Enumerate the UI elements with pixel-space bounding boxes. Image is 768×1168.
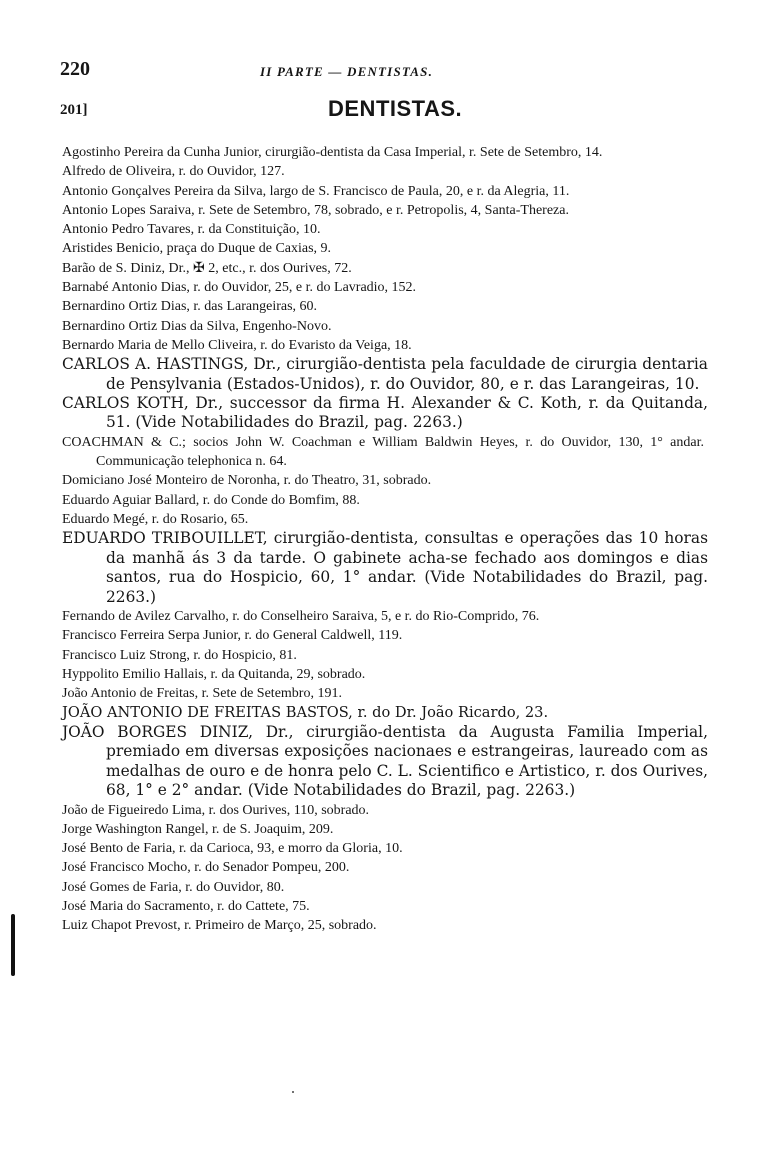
list-item-featured: JOÃO BORGES DINIZ, Dr., cirurgião-dentista da Augusta Familia Imperial, premiado em diversas exposições nacionaes e estrangeiras, laureado com as medalhas de ouro e de honra pelo C. L. Scientifico e Artistico, r. dos Ourives, 68, 1° e 2° andar. (Vide Notabilidades do Brazil, pag. 2263.) — [62, 722, 708, 800]
list-item: Francisco Luiz Strong, r. do Hospicio, 81. — [62, 647, 297, 663]
list-item: José Gomes de Faria, r. do Ouvidor, 80. — [62, 879, 285, 895]
list-item: Eduardo Aguiar Ballard, r. do Conde do Bomfim, 88. — [62, 492, 360, 508]
running-title: II PARTE — DENTISTAS. — [260, 64, 434, 79]
list-item: Antonio Pedro Tavares, r. da Constituição, 10. — [62, 222, 321, 238]
list-item: José Bento de Faria, r. da Carioca, 93, e morro da Gloria, 10. — [62, 841, 403, 857]
list-item: Francisco Ferreira Serpa Junior, r. do General Caldwell, 119. — [62, 628, 403, 644]
list-item: Luiz Chapot Prevost, r. Primeiro de Março, 25, sobrado. — [62, 918, 377, 934]
list-item: Antonio Lopes Saraiva, r. Sete de Setembro, 78, sobrado, e r. Petropolis, 4, Santa-Thereza. — [62, 202, 569, 218]
list-item: Antonio Gonçalves Pereira da Silva, largo de S. Francisco de Paula, 20, e r. da Alegria, 11. — [62, 183, 570, 199]
list-item: Barnabé Antonio Dias, r. do Ouvidor, 25, e r. do Lavradio, 152. — [62, 280, 417, 296]
list-item: José Maria do Sacramento, r. do Cattete, 75. — [62, 899, 310, 914]
list-item: Eduardo Megé, r. do Rosario, 65. — [62, 512, 249, 528]
list-item-featured: CARLOS A. HASTINGS, Dr., cirurgião-dentista pela faculdade de cirurgia dentaria de Pensylvania (Estados-Unidos), r. do Ouvidor, 80, e r. das Larangeiras, 10. — [62, 355, 708, 393]
list-item-featured: CARLOS KOTH, Dr., successor da firma H. Alexander & C. Koth, r. da Quitanda, 51. (Vide Notabilidades do Brazil, pag. 2263.) — [62, 394, 708, 432]
list-item: Fernando de Avilez Carvalho, r. do Conselheiro Saraiva, 5, e r. do Rio-Comprido, 76. — [62, 609, 540, 624]
section-heading — [60, 96, 710, 130]
list-item: Domiciano José Monteiro de Noronha, r. do Theatro, 31, sobrado. — [62, 473, 432, 489]
list-item: Bernardo Maria de Mello Cliveira, r. do Evaristo da Veiga, 18. — [62, 337, 412, 353]
list-item-featured: EDUARDO TRIBOUILLET, cirurgião-dentista, consultas e operações das 10 horas da manhã ás 3 da tarde. O gabinete acha-se fechado aos domingos e dias santos, rua do Hospicio, 60, 1° andar. (Vide Notabilidades do Brazil, pag. 2263.) — [62, 529, 708, 606]
section-title: DENTISTAS. — [328, 96, 463, 121]
list-item-featured: JOÃO ANTONIO DE FREITAS BASTOS, r. do Dr. João Ricardo, 23. — [62, 704, 549, 722]
section-number: 201] — [60, 102, 88, 118]
list-item: Alfredo de Oliveira, r. do Ouvidor, 127. — [62, 164, 285, 180]
page-number: 220 — [60, 58, 90, 80]
running-head — [60, 58, 710, 84]
list-item: COACHMAN & C.; socios John W. Coachman e William Baldwin Heyes, r. do Ouvidor, 130, 1° andar. Communicação telephonica n. 64. — [62, 434, 704, 470]
list-item: Barão de S. Diniz, Dr., ✠ 2, etc., r. dos Ourives, 72. — [62, 260, 352, 276]
ink-speck — [292, 1091, 294, 1093]
list-item: Bernardino Ortiz Dias da Silva, Engenho-Novo. — [62, 318, 332, 334]
list-item: Agostinho Pereira da Cunha Junior, cirurgião-dentista da Casa Imperial, r. Sete de Setembro, 14. — [62, 145, 603, 160]
dentist-list — [62, 143, 708, 936]
list-item: João Antonio de Freitas, r. Sete de Setembro, 191. — [62, 686, 342, 702]
margin-ink-mark — [11, 914, 15, 976]
list-item: João de Figueiredo Lima, r. dos Ourives, 110, sobrado. — [62, 802, 370, 818]
list-item: José Francisco Mocho, r. do Senador Pompeu, 200. — [62, 860, 350, 876]
list-item: Bernardino Ortiz Dias, r. das Larangeiras, 60. — [62, 299, 318, 315]
list-item: Aristides Benicio, praça do Duque de Caxias, 9. — [62, 241, 332, 257]
list-item: Hyppolito Emilio Hallais, r. da Quitanda, 29, sobrado. — [62, 666, 366, 682]
list-item: Jorge Washington Rangel, r. de S. Joaquim, 209. — [62, 821, 334, 837]
